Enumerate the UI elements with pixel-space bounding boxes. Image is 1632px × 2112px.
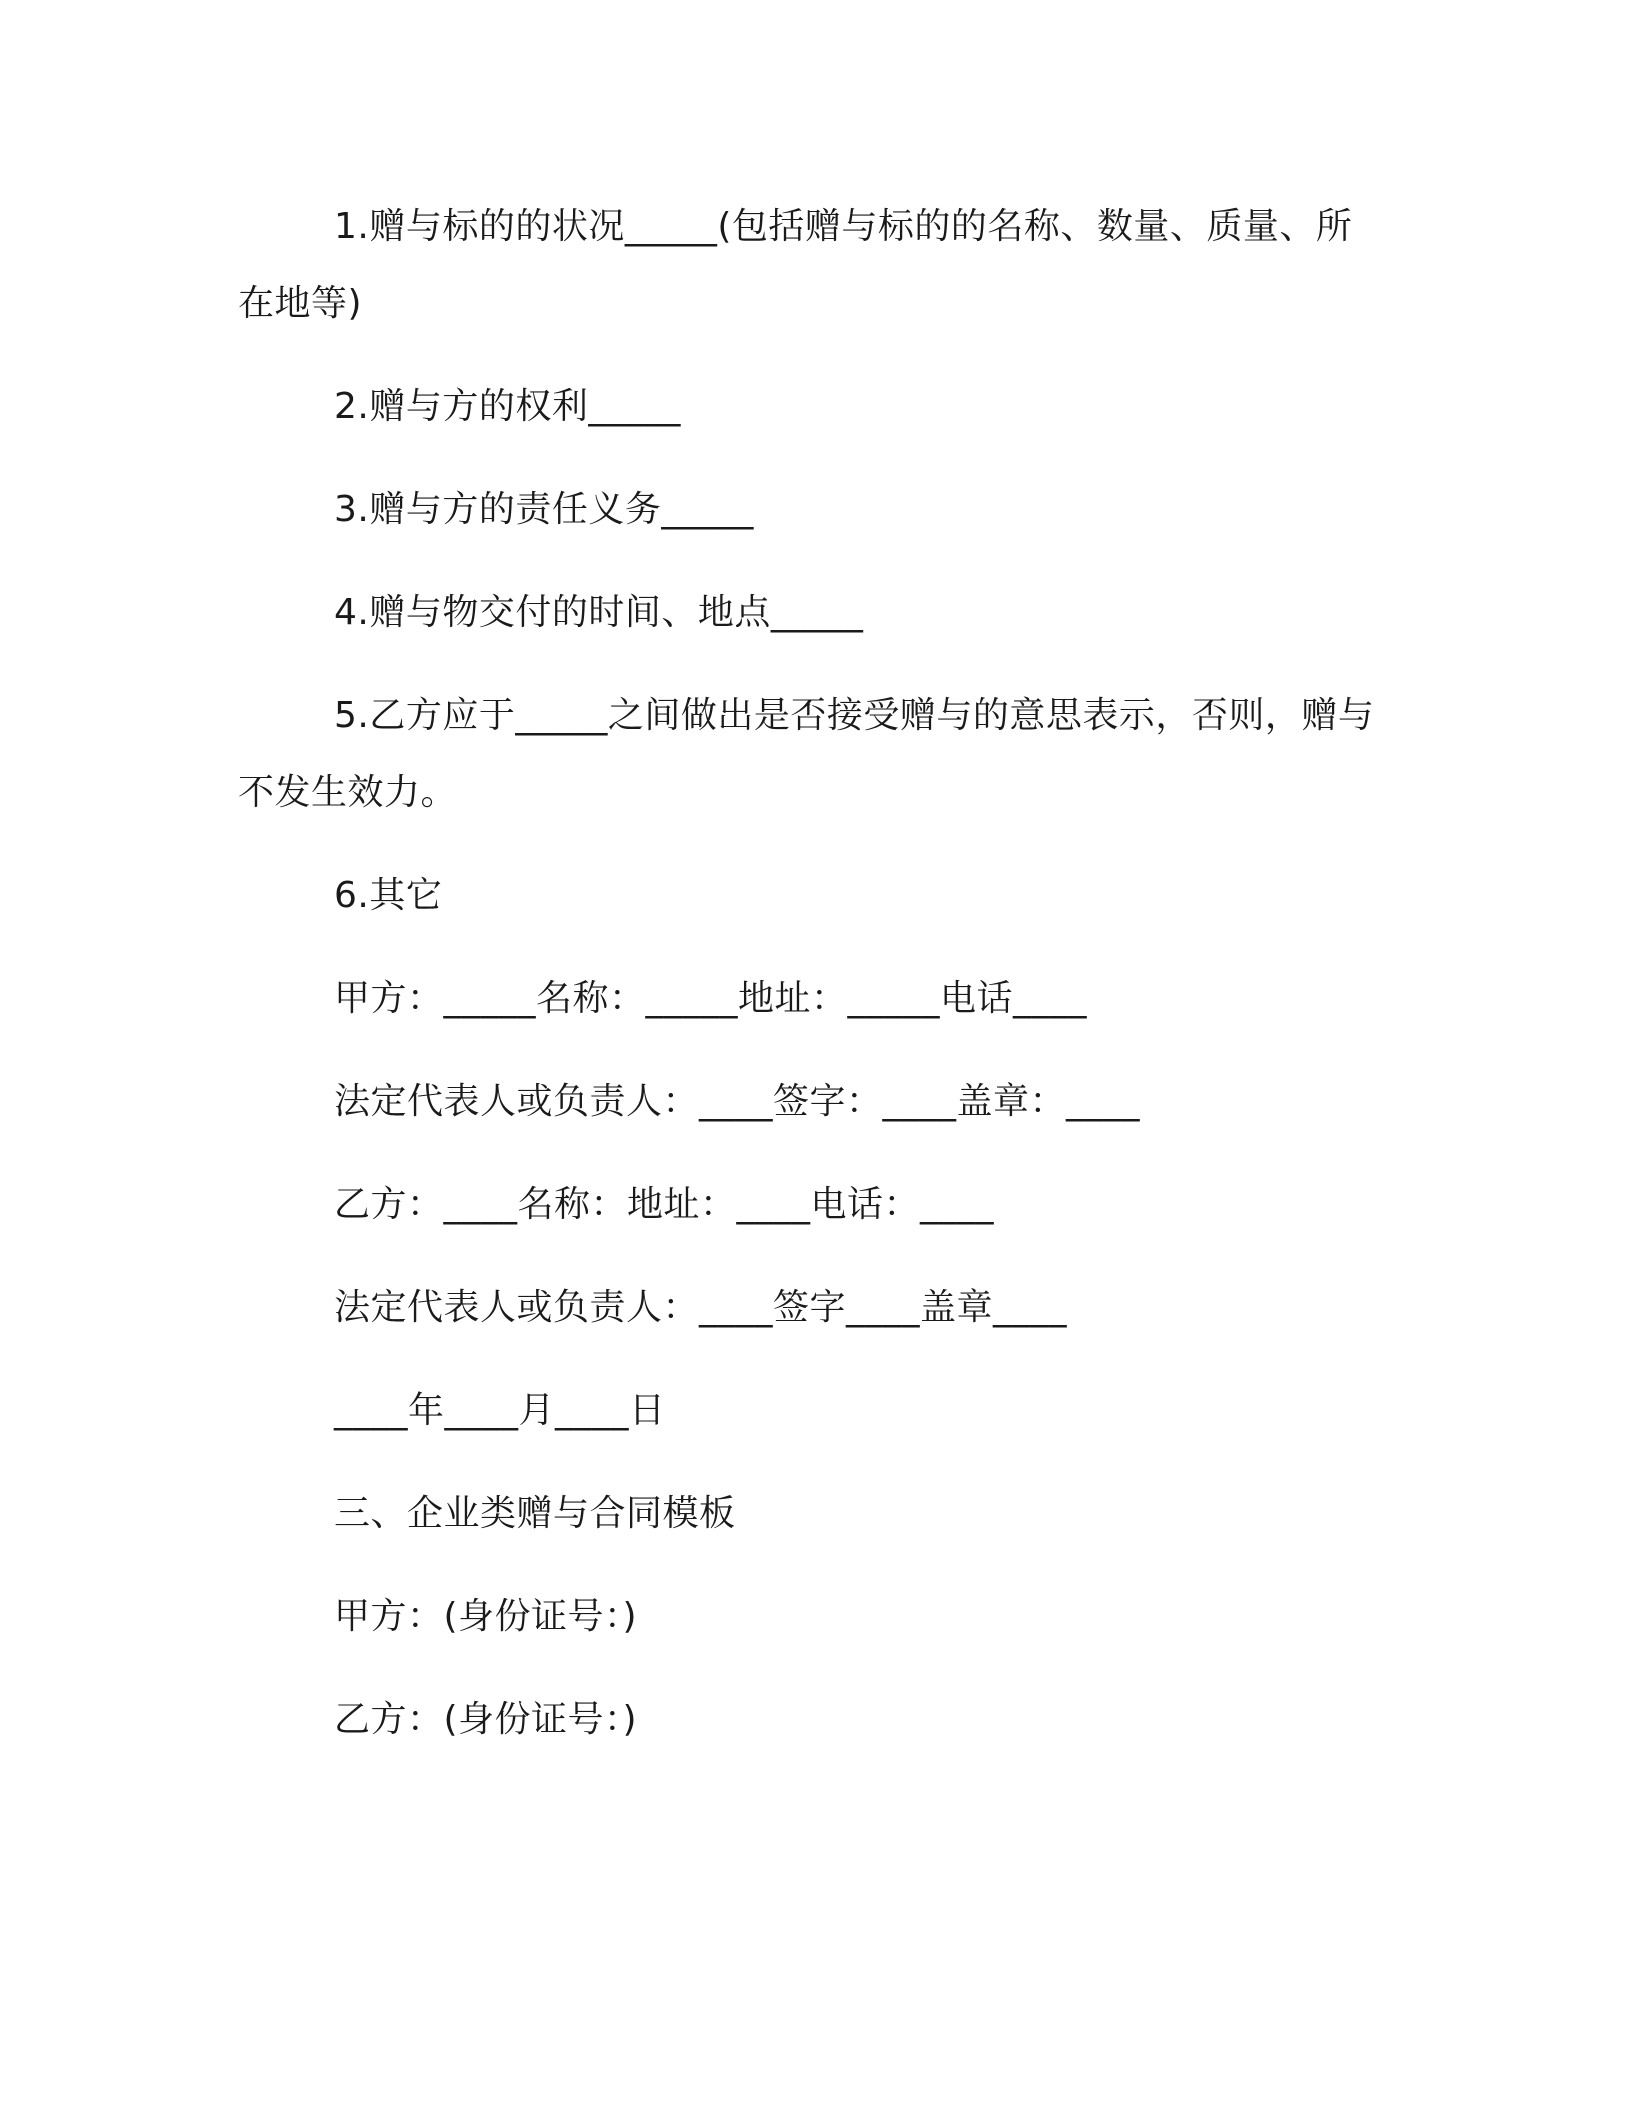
- clause-6-other: 6.其它: [334, 875, 443, 916]
- clause-2-donor-rights: 2.赠与方的权利_____: [334, 386, 681, 427]
- document-body: [238, 188, 1378, 1784]
- clause-4-delivery-time-place: 4.赠与物交付的时间、地点_____: [334, 592, 864, 633]
- section-heading: 三、企业类赠与合同模板: [334, 1493, 736, 1534]
- party-b-line: 乙方：____名称：地址：____电话：____: [334, 1184, 995, 1225]
- date-line: ____年____月____日: [334, 1390, 666, 1431]
- clause-5-acceptance: 5.乙方应于_____之间做出是否接受赠与的意思表示，否则，赠与不发生效力。: [238, 695, 1375, 813]
- party-b-representative-line: 法定代表人或负责人：____签字____盖章____: [334, 1287, 1068, 1328]
- party-b-id-line: 乙方：(身份证号：): [334, 1699, 638, 1740]
- party-a-line: 甲方：_____名称：_____地址：_____电话____: [334, 978, 1088, 1019]
- party-a-representative-line: 法定代表人或负责人：____签字：____盖章：____: [334, 1081, 1141, 1122]
- party-a-id-line: 甲方：(身份证号：): [334, 1596, 638, 1637]
- clause-3-donor-obligations: 3.赠与方的责任义务_____: [334, 489, 754, 530]
- clause-1-gift-subject: 1.赠与标的的状况_____(包括赠与标的的名称、数量、质量、所在地等): [238, 206, 1353, 324]
